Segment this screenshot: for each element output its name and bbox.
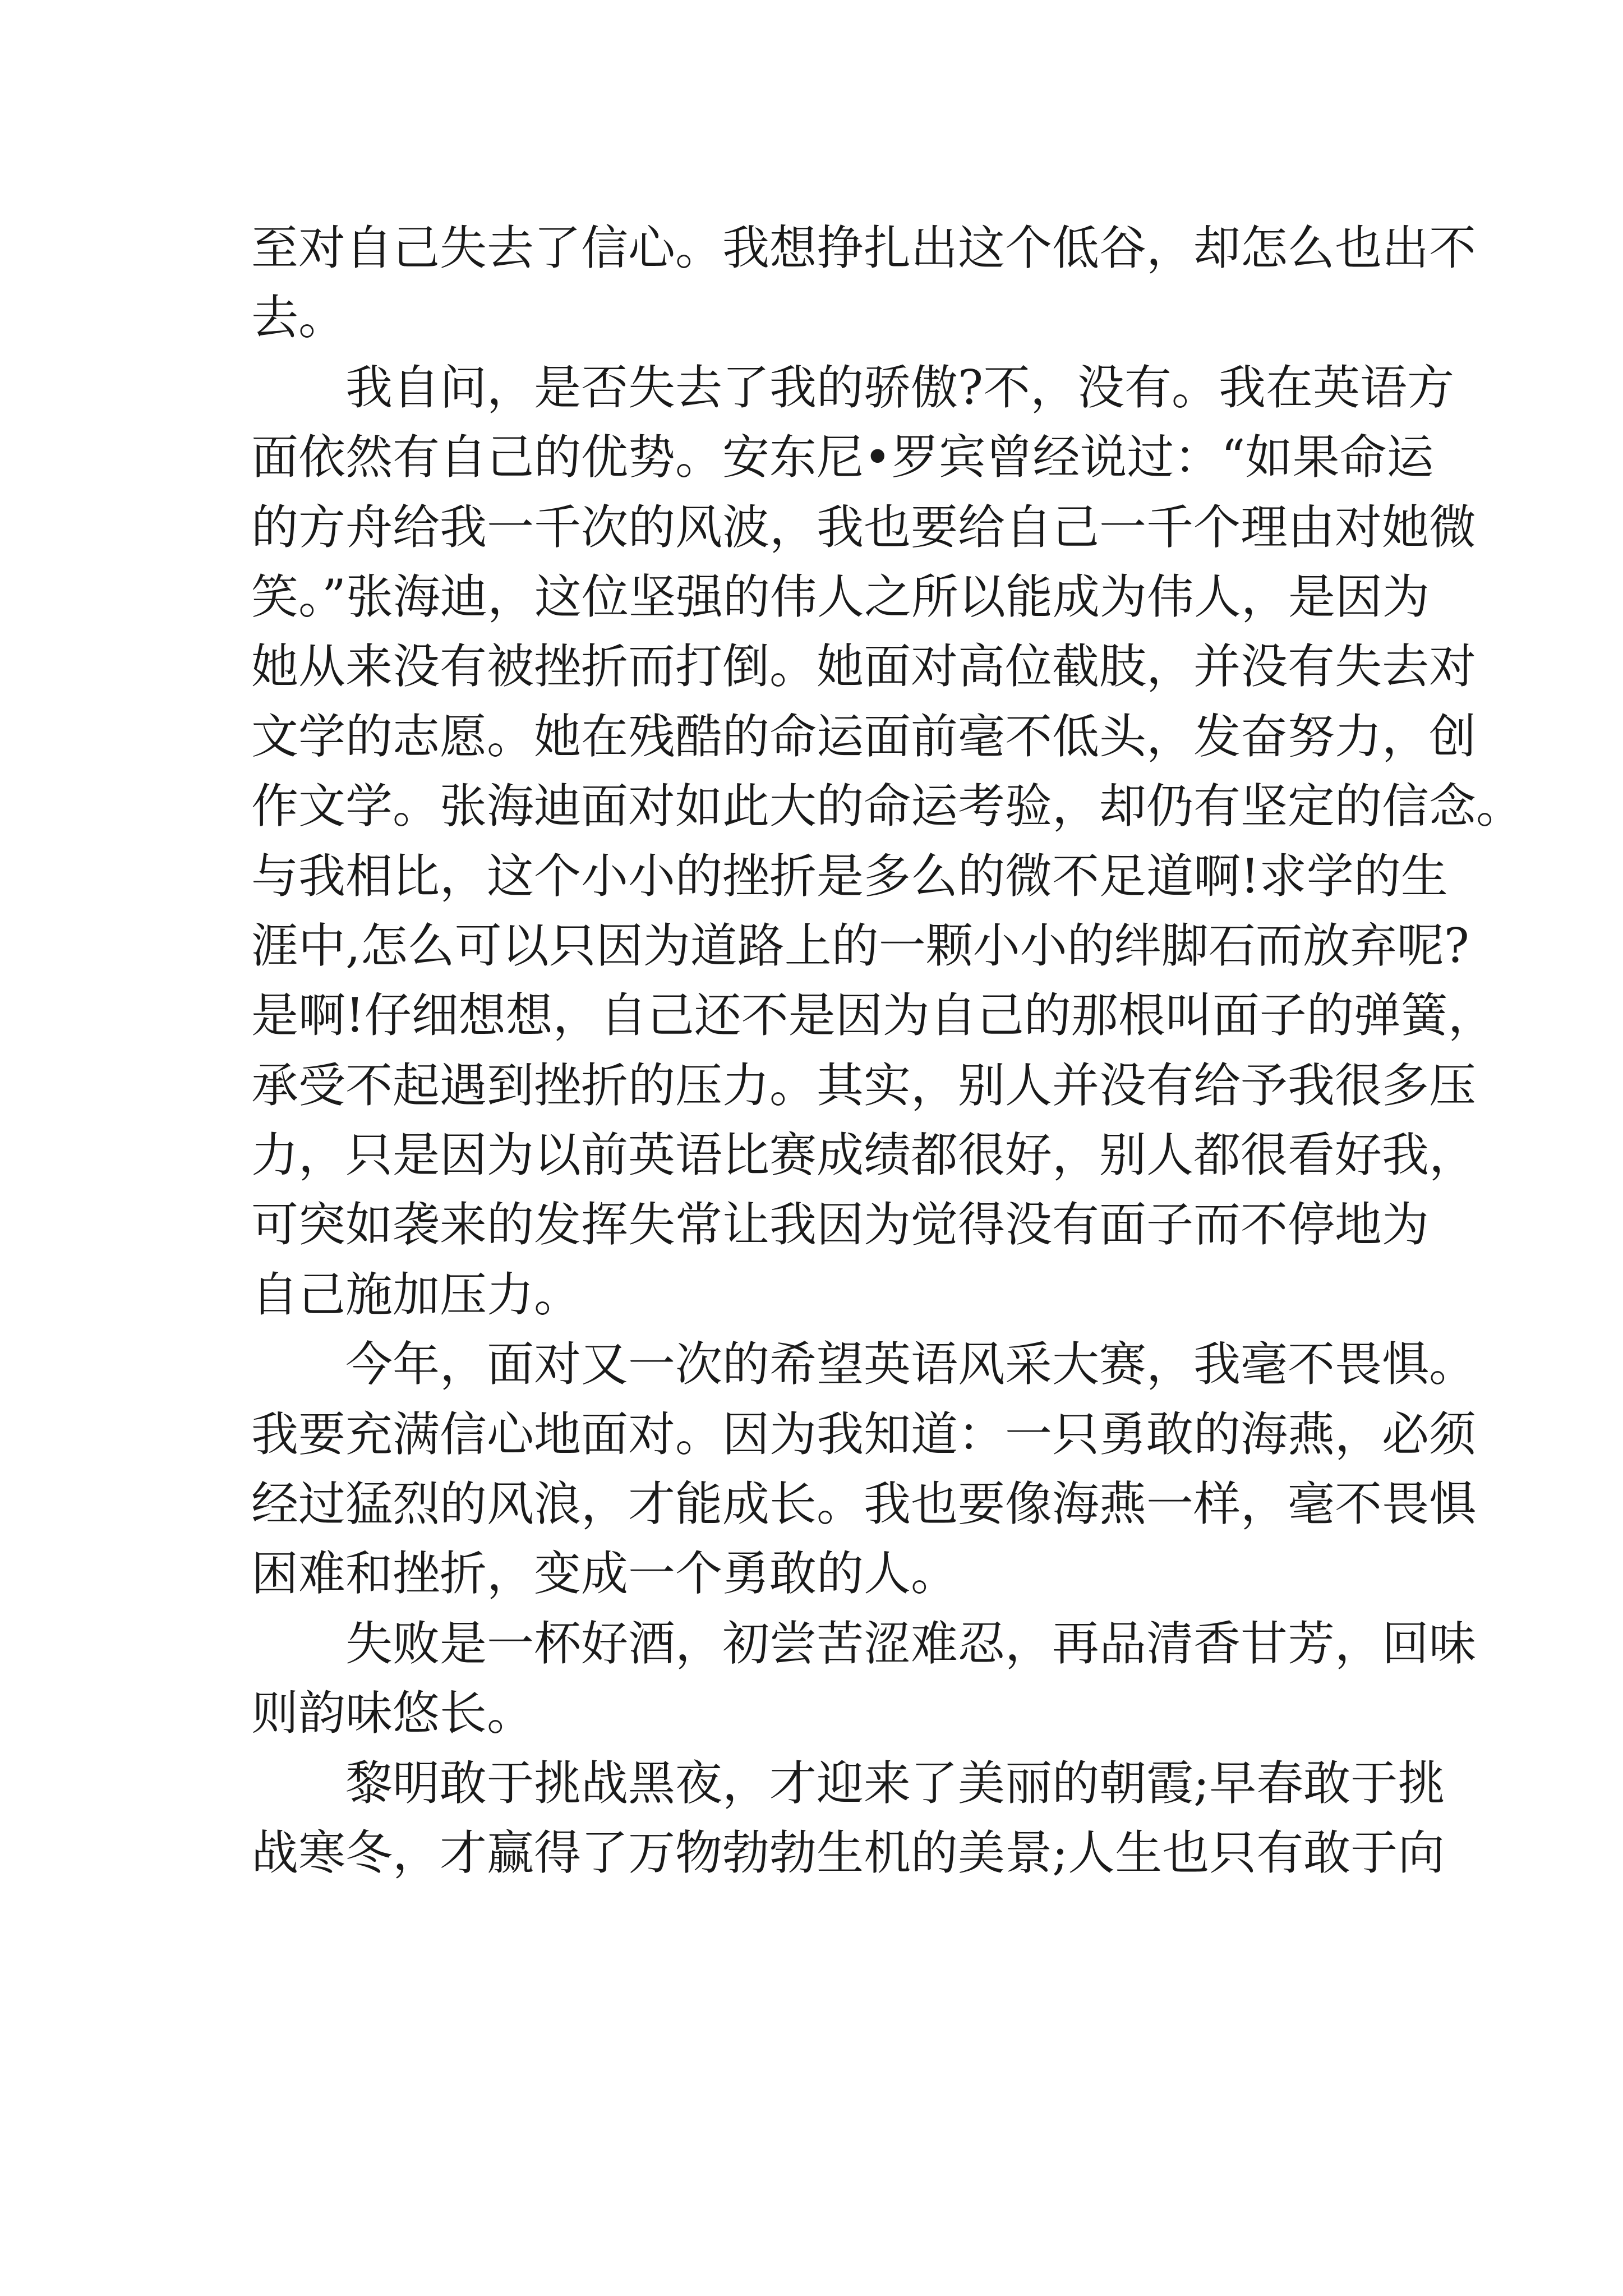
text-line: 面依然有自己的优势。安东尼•罗宾曾经说过：“如果命运 bbox=[251, 430, 1434, 485]
text-line: 力，只是因为以前英语比赛成绩都很好，别人都很看好我， bbox=[251, 1128, 1477, 1183]
text-line: 黎明敢于挑战黑夜，才迎来了美丽的朝霞;早春敢于挑 bbox=[345, 1755, 1445, 1811]
text-line: 去。 bbox=[251, 290, 346, 346]
text-line: 文学的志愿。她在残酷的命运面前毫不低头，发奋努力，创 bbox=[251, 708, 1477, 764]
text-line: 承受不起遇到挫折的压力。其实，别人并没有给予我很多压 bbox=[251, 1057, 1477, 1113]
text-line: 失败是一杯好酒，初尝苦涩难忍，再品清香甘芳，回味 bbox=[345, 1616, 1477, 1671]
text-line: 作文学。张海迪面对如此大的命运考验，却仍有坚定的信念。 bbox=[251, 779, 1524, 834]
text-line: 至对自己失去了信心。我想挣扎出这个低谷，却怎么也出不 bbox=[251, 220, 1477, 275]
paragraph-1 bbox=[251, 213, 1477, 353]
paragraph-4 bbox=[251, 1609, 1477, 1749]
text-line: 可突如袭来的发挥失常让我因为觉得没有面子而不停地为 bbox=[251, 1197, 1430, 1253]
text-line: 我自问，是否失去了我的骄傲?不，没有。我在英语方 bbox=[345, 360, 1455, 415]
text-line: 的方舟给我一千次的风波，我也要给自己一千个理由对她微 bbox=[251, 499, 1477, 555]
text-line: 战寒冬，才赢得了万物勃勃生机的美景;人生也只有敢于向 bbox=[251, 1825, 1445, 1880]
paragraph-3 bbox=[251, 1329, 1477, 1609]
essay-body bbox=[251, 213, 1524, 1888]
text-line: 困难和挫折，变成一个勇敢的人。 bbox=[251, 1546, 958, 1602]
paragraph-5 bbox=[251, 1749, 1445, 1888]
text-line: 我要充满信心地面对。因为我知道：一只勇敢的海燕，必须 bbox=[251, 1406, 1477, 1462]
text-line: 与我相比，这个小小的挫折是多么的微不足道啊!求学的生 bbox=[251, 848, 1448, 904]
text-line: 涯中,怎么可以只因为道路上的一颗小小的绊脚石而放弃呢? bbox=[251, 918, 1469, 973]
text-line: 今年，面对又一次的希望英语风采大赛，我毫不畏惧。 bbox=[345, 1337, 1477, 1392]
text-line: 是啊!仔细想想，自己还不是因为自己的那根叫面子的弹簧， bbox=[251, 988, 1495, 1043]
paragraph-2 bbox=[251, 353, 1524, 1329]
text-line: 笑。”张海迪，这位坚强的伟人之所以能成为伟人，是因为 bbox=[251, 569, 1430, 624]
text-line: 她从来没有被挫折而打倒。她面对高位截肢，并没有失去对 bbox=[251, 639, 1477, 694]
text-line: 则韵味悠长。 bbox=[251, 1686, 534, 1741]
text-line: 自己施加压力。 bbox=[251, 1267, 582, 1322]
text-line: 经过猛烈的风浪，才能成长。我也要像海燕一样，毫不畏惧 bbox=[251, 1476, 1477, 1532]
